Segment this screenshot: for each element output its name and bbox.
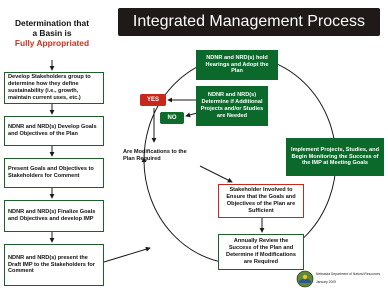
footer-date: January 2009 <box>316 280 336 284</box>
start-heading-line1: Determination that <box>15 18 89 28</box>
cycle-annual-text: Annually Review the Success of the Plan and Determine if Modifications are Required <box>226 238 296 265</box>
arrow-mod-to-stakeholder <box>200 166 232 182</box>
arrow-step5-to-cycle <box>104 248 150 262</box>
cycle-modifications-text: Are Modifications to the Plan Required <box>123 149 187 162</box>
cycle-determine-text: NDNR and NRD(s) Determine if Additional Projects and/or Studies are Needed <box>200 92 264 119</box>
start-heading-line3: Fully Appropriated <box>14 38 90 48</box>
step-present-goals <box>4 158 104 188</box>
step-develop-goals <box>4 116 104 146</box>
ndnr-logo <box>296 270 314 288</box>
step-present-goals-text: Present Goals and Objectives to Stakeholders for Comment <box>8 166 94 179</box>
page-title: Integrated Management Process <box>118 8 380 36</box>
step-finalize-goals-text: NDNR and NRD(s) Finalize Goals and Objectives and develop IMP <box>8 209 96 222</box>
step-develop-goals-text: NDNR and NRD(s) Develop Goals and Objectives of the Plan <box>8 124 97 137</box>
step-develop-stakeholders <box>4 72 104 104</box>
cycle-modifications <box>120 144 198 168</box>
step-present-draft <box>4 244 104 286</box>
footer-org: Nebraska Department of Natural Resources <box>316 272 381 276</box>
cycle-implement <box>286 138 384 176</box>
decision-yes: YES <box>140 94 166 106</box>
step-present-draft-text: NDNR and NRD(s) present the Draft IMP to the Stakeholders for Comment <box>8 254 95 275</box>
cycle-hearings-text: NDNR and NRD(s) hold Hearings and Adopt the Plan <box>205 54 269 75</box>
start-heading <box>0 12 104 66</box>
cycle-hearings <box>196 50 278 80</box>
cycle-annual <box>218 234 304 270</box>
cycle-implement-text: Implement Projects, Studies, and Begin Monitoring the Success of the IMP at Meeting Goals <box>291 146 379 167</box>
start-heading-line2: a Basin is <box>32 28 72 38</box>
cycle-determine <box>196 86 268 126</box>
step-develop-stakeholders-text: Develop Stakeholders group to determine how they define sustainability (i.e., growth, maintain current uses, etc.) <box>8 74 91 101</box>
decision-no: NO <box>160 112 184 124</box>
step-finalize-goals <box>4 200 104 232</box>
cycle-stakeholder <box>218 184 304 218</box>
cycle-stakeholder-text: Stakeholder Involved to Ensure that the Goals and Objectives of the Plan are Sufficient <box>226 187 296 214</box>
